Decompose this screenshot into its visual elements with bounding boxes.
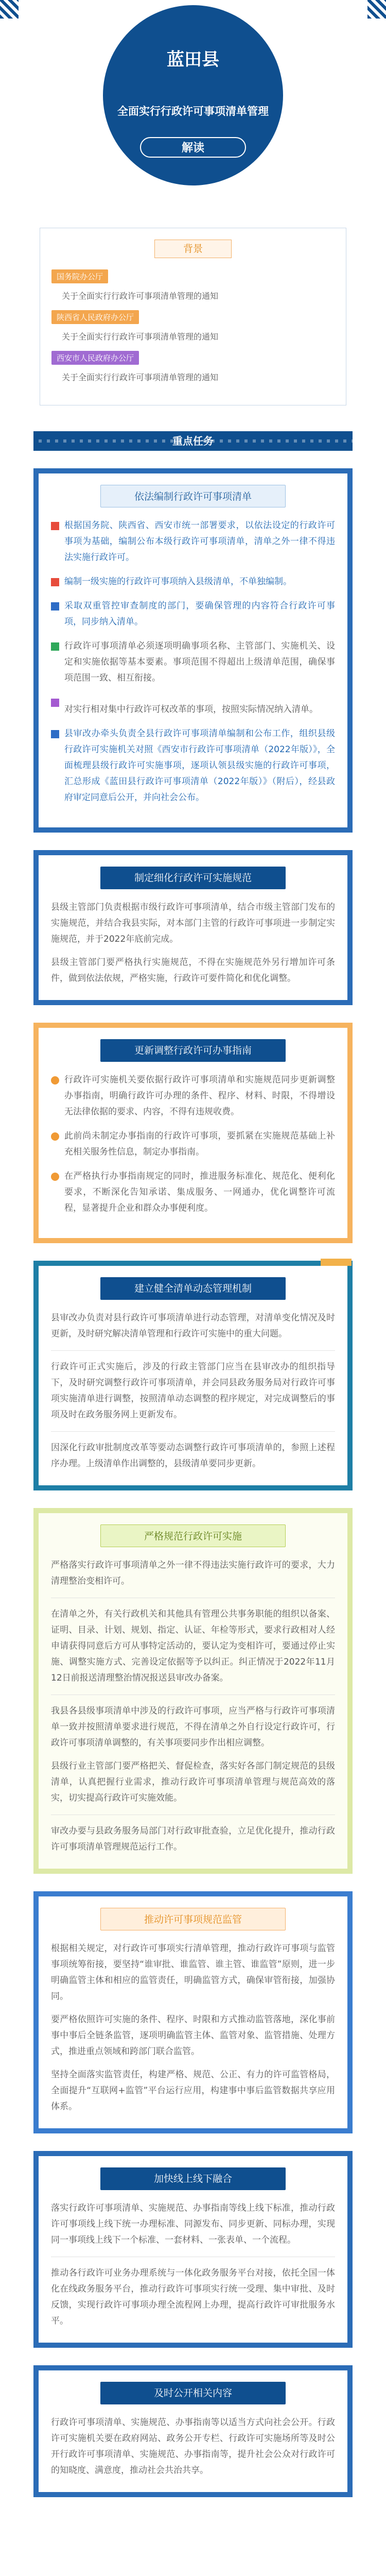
key-tasks-label: 重点任务 — [172, 435, 214, 447]
task-card-1 — [33, 468, 353, 833]
doc-title: 关于全面实行行政许可事项清单管理的通知 — [62, 332, 219, 342]
task-2-paragraph: 县级主管部门负责根据市级行政许可事项清单，结合市级主管部门发布的实施规范，并结合我县实际，对本部门主管的行政许可事项进一步制定实施规范，并于2022年底前完成。 — [51, 902, 335, 944]
task-5-paragraph: 在清单之外，有关行政机关和其他具有管理公共事务职能的组织以备案、证明、目录、计划、规划、指定、认证、年检等形式，要求行政相对人经申请获得同意后方可从事特定活动的，要认定为变相许可，要通过停止实施、调整实施方式、完善设定依据等予以纠正。纠正情况于2022年11月12日前报送清理整治情况报送县审改办备案。 — [51, 1609, 335, 1683]
card-inner — [39, 2156, 347, 2343]
task-7-paragraph: 落实行政许可事项清单、实施规范、办事指南等线上线下标准，推动行政许可事项线上线下统一办理标准、同源发布、同步更新、同标办理，实现同一事项线上线下一个标准、一套材料、一张表单、一个流程。 — [51, 2203, 335, 2245]
task-5-paragraph: 严格落实行政许可事项清单之外一律不得违法实施行政许可的要求，大力清理整治变相许可。 — [51, 1560, 335, 1586]
card-inner — [39, 1028, 347, 1238]
task-1-paragraph: 对实行相对集中行政许可权改革的事项，按照实际情况纳入清单。 — [64, 704, 318, 715]
task-8-paragraph: 行政许可事项清单、实施规范、办事指南等以适当方式向社会公开。行政许可实施机关要在政府网站、政务公开专栏、行政许可实施场所等及时公开行政许可事项清单、实施规范、办事指南等，提升社会公众对行政许可的知晓度、满意度，推动社会共治共享。 — [51, 2417, 335, 2476]
doc-title: 关于全面实行行政许可事项清单管理的通知 — [62, 291, 219, 301]
square-bullet-icon — [51, 642, 59, 651]
task-card-5 — [33, 1508, 353, 1874]
task-6-paragraph: 根据相关规定，对行政许可事项实行清单管理，推动行政许可事项与监管事项统筹衔接，要坚持“谁审批、谁监管、谁主管、谁监管”原则，进一步明确监管主体和相应的监管责任，明确监管方式，确保审管衔接，加强协同。 — [51, 1943, 335, 2002]
square-bullet-icon — [51, 730, 59, 738]
card-shell — [33, 850, 353, 1005]
task-7-paragraph: 推动各行政许可业务办理系统与一体化政务服务平台对接，依托全国一体化在线政务服务平台，推动行政许可事项实行统一受理、集中审批、及时反馈，实现行政许可事项办理全流程网上办理，提高行政许可审批服务水平。 — [51, 2268, 335, 2326]
card-shell — [33, 1508, 353, 1874]
card-shell — [33, 1023, 353, 1243]
divider — [51, 1350, 335, 1351]
task-2-paragraph: 县级主管部门要严格执行实施规范，不得在实施规范外另行增加许可条件，做到依法依规，严格实施，行政许可要件简化和优化调整。 — [51, 957, 335, 984]
doc-title: 关于全面实行行政许可事项清单管理的通知 — [62, 372, 219, 382]
bullet-row — [51, 694, 335, 718]
card-shell — [33, 2151, 353, 2348]
task-1-paragraph: 行政许可事项清单必须逐项明确事项名称、主管部门、实施机关、设定和实施依据等基本要素。事项范围不得超出上级清单范围，确保事项范围一致、相互衔接。 — [64, 641, 335, 683]
task-3-heading: 更新调整行政许可办事指南 — [100, 1039, 286, 1062]
task-1-paragraph: 根据国务院、陕西省、西安市统一部署要求，以依法设定的行政许可事项为基础，编制公布本级行政许可事项清单，清单之外一律不得违法实施行政许可。 — [64, 520, 335, 563]
card-shell — [33, 1891, 353, 2133]
card-shell — [33, 1261, 353, 1490]
card-inner — [39, 1513, 347, 1869]
background-section — [33, 222, 353, 412]
card-inner — [39, 473, 347, 827]
bullet-row — [51, 1128, 335, 1160]
bird-icon — [51, 1076, 59, 1084]
task-card-6 — [33, 1891, 353, 2133]
task-3-paragraph: 此前尚未制定办事指南的行政许可事项，要抓紧在实施规范基础上补充相关服务性信息，制定办事指南。 — [64, 1131, 335, 1157]
task-5-heading: 严格规范行政许可实施 — [100, 1524, 286, 1547]
card-inner — [39, 1266, 347, 1485]
bird-icon — [51, 1173, 59, 1181]
square-bullet-icon — [51, 699, 59, 707]
card-shell — [33, 2365, 353, 2497]
task-5-paragraph: 县级行业主管部门要严格把关、督促检查，落实好各部门制定规范的县级清单，认真把握行业需求，推动行政许可事项清单管理与规范高效的落实，切实提高行政许可实施效能。 — [51, 1761, 335, 1803]
bullet-row — [51, 1072, 335, 1120]
square-bullet-icon — [51, 578, 59, 586]
doc-row — [51, 310, 335, 324]
task-3-paragraph: 行政许可实施机关要依据行政许可事项清单和实施规范同步更新调整办事指南，明确行政许可办理的条件、程序、材料、时限，不得增设无法律依据的要求、内容，不得有违规收费。 — [64, 1075, 335, 1117]
task-1-paragraph: 编制一级实施的行政许可事项纳入县级清单，不单独编制。 — [64, 577, 292, 587]
divider — [51, 1431, 335, 1432]
corner-stripe-decoration — [0, 0, 19, 19]
card-inner — [39, 2370, 347, 2492]
task-1-paragraph: 采取双重管控审查制度的部门，要确保管理的内容符合行政许可事项，同步纳入清单。 — [64, 601, 335, 627]
task-4-paragraph: 行政许可正式实施后，涉及的行政主管部门应当在县审改办的组织指导下，及时研究调整行政许可事项清单，并会同县政务服务局对行政许可事项实施清单进行调整，按照清单动态调整的程序规定，对完成调整后的事项及时在政务服务网上更新发布。 — [51, 1362, 335, 1420]
card-inner — [39, 1896, 347, 2128]
task-5-paragraph: 审改办要与县政务服务局部门对行政审批查验，立足优化提升，推动行政许可事项清单管理规范运行工作。 — [51, 1826, 335, 1852]
hero-subtitle: 全面实行行政许可事项清单管理 — [117, 105, 269, 117]
hero-header — [0, 0, 386, 216]
task-3-paragraph: 在严格执行办事指南规定的同时，推进服务标准化、规范化、便利化要求，不断深化告知承诺、集成服务、一网通办，优化调整许可流程，显著提升企业和群众办事便利度。 — [64, 1171, 335, 1213]
task-card-2 — [33, 850, 353, 1005]
divider — [51, 1694, 335, 1695]
corner-stripe-decoration — [367, 0, 386, 19]
task-4-heading: 建立健全清单动态管理机制 — [100, 1277, 286, 1300]
doc-issuer-tag: 陕西省人民政府办公厅 — [51, 310, 139, 324]
doc-issuer-tag: 国务院办公厅 — [51, 269, 108, 283]
square-bullet-icon — [51, 602, 59, 611]
bullet-row — [51, 726, 335, 806]
task-2-heading: 制定细化行政许可实施规范 — [100, 867, 286, 889]
corner-tab-decoration — [321, 1259, 352, 1266]
task-4-paragraph: 因深化行政审批制度改革等要动态调整行政许可事项清单的，参照上述程序办理。上级清单作出调整的，县级清单要同步更新。 — [51, 1443, 335, 1469]
doc-row — [51, 351, 335, 365]
task-6-paragraph: 要严格依照许可实施的条件、程序、时限和方式推动监管落地，深化事前事中事后全链条监管，逐项明确监管主体、监管对象、监管措施、处理方式，推进重点领域和跨部门联合监管。 — [51, 2014, 335, 2057]
bullet-row — [51, 638, 335, 686]
task-6-heading: 推动许可事项规范监管 — [100, 1908, 286, 1930]
task-6-paragraph: 坚持全面落实监管责任，构建严格、规范、公正、有力的许可监管格局，全面提升“互联网+监管”平台运行应用，构建事中事后监管数据共享应用体系。 — [51, 2070, 335, 2112]
task-1-paragraph: 县审改办牵头负责全县行政许可事项清单编制和公布工作，组织县级行政许可实施机关对照《西安市行政许可事项清单（2022年版）》，全面梳理县级行政许可实施事项，逐项认领县级实施的行政许可事项，汇总形成《蓝田县行政许可事项清单（2022年版）》（附后），经县政府审定同意后公开，并向社会公布。 — [64, 728, 335, 803]
task-4-paragraph: 县审改办负责对县行政许可事项清单进行动态管理，对清单变化情况及时更新，及时研究解决清单管理和行政许可实施中的重大问题。 — [51, 1313, 335, 1339]
task-card-3 — [33, 1023, 353, 1243]
task-card-8 — [33, 2365, 353, 2497]
bullet-row — [51, 1168, 335, 1216]
bird-icon — [51, 1132, 59, 1141]
bullet-row — [51, 598, 335, 630]
bullet-row — [51, 574, 335, 590]
task-8-heading: 及时公开相关内容 — [100, 2382, 286, 2404]
task-card-7 — [33, 2151, 353, 2348]
hero-county-title: 蓝田县 — [167, 49, 219, 70]
key-tasks-banner — [0, 427, 386, 455]
card-inner — [39, 855, 347, 1000]
task-7-heading: 加快线上线下融合 — [100, 2167, 286, 2190]
doc-row — [51, 269, 335, 283]
task-card-4 — [33, 1261, 353, 1490]
hero-interpret-pill: 解读 — [140, 137, 246, 158]
task-5-paragraph: 我县各县级事项清单中涉及的行政许可事项，应当严格与行政许可事项清单一致并按照清单要求进行规范，不得在清单之外自行设定行政许可，行政许可事项清单调整的，有关事项要同步作出相应调整。 — [51, 1706, 335, 1748]
bullet-row — [51, 518, 335, 566]
doc-issuer-tag: 西安市人民政府办公厅 — [51, 351, 139, 365]
background-label: 背景 — [154, 240, 232, 258]
square-bullet-icon — [51, 522, 59, 530]
task-1-heading: 依法编制行政许可事项清单 — [100, 485, 286, 507]
card-shell — [33, 468, 353, 833]
background-frame — [40, 228, 346, 405]
